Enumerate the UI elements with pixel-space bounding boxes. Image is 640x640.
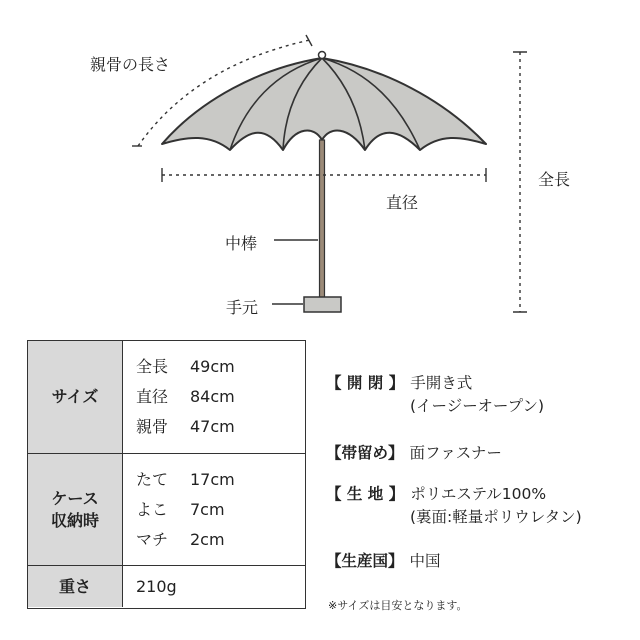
spec-key: たて [136, 469, 169, 489]
size-note: ※サイズは目安となります。 [328, 599, 468, 612]
handle-label: 手元 [226, 298, 259, 317]
spec-values-size [136, 341, 305, 453]
rib-length-label: 親骨の長さ [90, 55, 171, 74]
info-strap-label: 【帯留め】 [326, 444, 404, 462]
spec-line [136, 525, 305, 555]
total-length-label: 全長 [538, 170, 571, 189]
info-open-label: 【 開 閉 】 [326, 374, 405, 392]
spec-line [136, 465, 305, 495]
spec-header-case [28, 454, 123, 565]
spec-line [136, 412, 305, 442]
spec-key: 全長 [136, 357, 169, 376]
info-strap [326, 442, 502, 465]
spec-values-case [136, 454, 305, 565]
info-origin [326, 550, 441, 573]
umbrella-handle [304, 297, 341, 312]
diameter-label: 直径 [386, 193, 419, 212]
spec-value: 2cm [190, 529, 225, 549]
info-open-value: 手開き式 [410, 374, 473, 392]
info-fabric [326, 483, 582, 529]
spec-key: 親骨 [136, 417, 169, 436]
spec-value: 49cm [190, 357, 235, 376]
spec-header-size: サイズ [28, 341, 123, 453]
spec-header-case-line1: ケース [51, 488, 99, 508]
info-origin-label: 【生産国】 [326, 552, 404, 570]
spec-key: 直径 [136, 387, 169, 406]
spec-row-weight [28, 565, 305, 607]
umbrella-shaft [320, 140, 325, 298]
info-fabric-value: ポリエステル100% [410, 485, 547, 503]
spec-line [136, 382, 305, 412]
shaft-label: 中棒 [225, 234, 258, 253]
info-fabric-value2: (裏面:軽量ポリウレタン) [410, 508, 582, 526]
spec-line [136, 352, 305, 382]
spec-row-case [28, 453, 305, 565]
spec-table [27, 340, 306, 609]
info-fabric-label: 【 生 地 】 [326, 485, 405, 503]
spec-header-case-line2: 収納時 [50, 510, 99, 530]
spec-key: よこ [136, 499, 169, 519]
spec-value: 17cm [190, 469, 235, 489]
spec-value: 84cm [190, 387, 235, 406]
spec-key: マチ [136, 529, 169, 549]
umbrella-canopy [162, 58, 486, 150]
spec-line [136, 495, 305, 525]
info-open-value2: (イージーオープン) [410, 397, 545, 415]
info-open [326, 372, 544, 418]
spec-header-weight: 重さ [28, 566, 123, 607]
info-origin-value: 中国 [409, 552, 441, 570]
spec-value: 7cm [190, 499, 225, 519]
spec-value-weight: 210g [136, 576, 177, 596]
info-strap-value: 面ファスナー [409, 444, 502, 462]
spec-row-size [28, 341, 305, 453]
spec-value: 47cm [190, 417, 235, 436]
